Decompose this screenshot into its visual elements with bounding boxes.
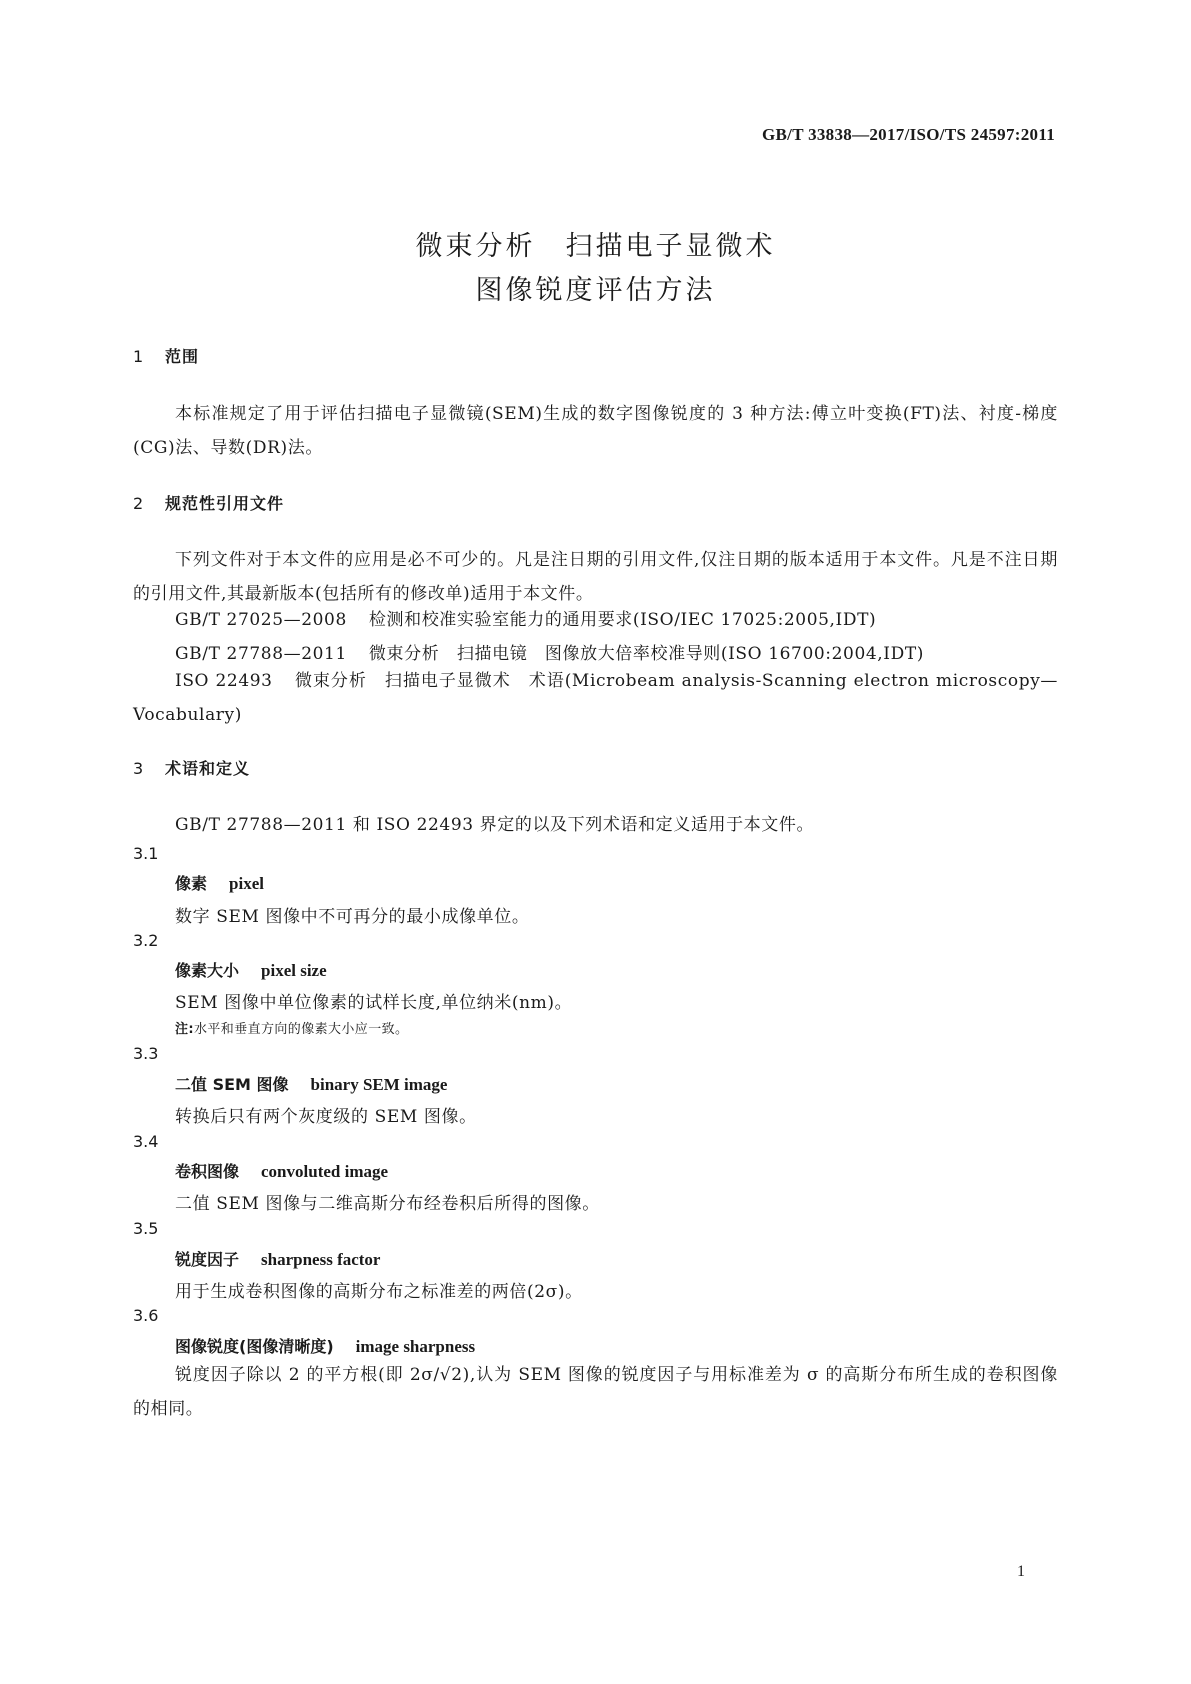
reference-code: GB/T 27025—2008 [175,610,347,630]
term-en: pixel [229,874,264,893]
section-title: 术语和定义 [165,759,251,778]
standard-number-header: GB/T 33838—2017/ISO/TS 24597:2011 [762,125,1055,144]
term-definition: 用于生成卷积图像的高斯分布之标准差的两倍(2σ)。 [175,1282,583,1302]
term-heading [175,1334,475,1357]
section-1-heading [133,344,1058,367]
document-title [0,225,1191,313]
page-number: 1 [1017,1563,1025,1580]
section-title: 规范性引用文件 [165,494,285,513]
reference-code: GB/T 27788—2011 [175,644,347,664]
title-line2: 图像锐度评估方法 [475,275,716,306]
term-heading [175,958,327,981]
term-en: convoluted image [261,1162,389,1181]
term-en: binary SEM image [310,1075,448,1094]
term-number: 3.2 [133,931,159,950]
reference-code: ISO 22493 [175,671,273,691]
term-zh: 锐度因子 [175,1250,240,1269]
section-2-heading [133,491,1058,514]
reference-title: 微束分析 扫描电子显微术 术语(Microbeam analysis-Scanning electron microscopy—Vocabulary) [133,671,1059,725]
normative-references-intro: 下列文件对于本文件的应用是必不可少的。凡是注日期的引用文件,仅注日期的版本适用于本文件。凡是不注日期的引用文件,其最新版本(包括所有的修改单)适用于本文件。 [133,550,1058,604]
section-3-heading [133,756,1058,779]
reference-title: 微束分析 扫描电镜 图像放大倍率校准导则(ISO 16700:2004,IDT) [368,644,925,664]
term-zh: 图像锐度(图像清晰度) [175,1337,334,1356]
term-definition: 数字 SEM 图像中不可再分的最小成像单位。 [175,907,530,927]
section-title: 范围 [165,347,200,366]
terms-intro: GB/T 27788—2011 和 ISO 22493 界定的以及下列术语和定义适用于本文件。 [175,815,815,835]
term-zh: 卷积图像 [175,1162,240,1181]
section-number: 3 [133,759,145,778]
term-zh: 像素大小 [175,961,240,980]
term-definition: SEM 图像中单位像素的试样长度,单位纳米(nm)。 [175,993,573,1013]
term-note [175,1018,408,1037]
term-heading [175,1247,380,1270]
term-number: 3.6 [133,1306,159,1325]
scope-paragraph: 本标准规定了用于评估扫描电子显微镜(SEM)生成的数字图像锐度的 3 种方法:傅立叶变换(FT)法、衬度-梯度(CG)法、导数(DR)法。 [133,404,1058,458]
term-en: sharpness factor [261,1250,381,1269]
reference-title: 检测和校准实验室能力的通用要求(ISO/IEC 17025:2005,IDT) [368,610,877,630]
term-number: 3.4 [133,1132,159,1151]
note-text: 水平和垂直方向的像素大小应一致。 [194,1022,409,1037]
note-label: 注: [175,1022,194,1037]
term-number: 3.3 [133,1044,159,1063]
term-definition: 转换后只有两个灰度级的 SEM 图像。 [175,1107,477,1127]
term-heading [175,871,264,894]
term-heading [175,1072,447,1095]
title-line1-part2: 扫描电子显微术 [565,231,776,262]
term-number: 3.1 [133,844,159,863]
title-line1-part1: 微束分析 [415,231,536,262]
term-definition: 二值 SEM 图像与二维高斯分布经卷积后所得的图像。 [175,1194,600,1214]
reference-item [133,664,1058,732]
section-number: 1 [133,347,145,366]
section-number: 2 [133,494,145,513]
term-en: pixel size [261,961,327,980]
term-zh: 二值 SEM 图像 [175,1075,289,1094]
term-zh: 像素 [175,874,208,893]
term-definition: 锐度因子除以 2 的平方根(即 2σ/√2),认为 SEM 图像的锐度因子与用标准差为 σ 的高斯分布所生成的卷积图像的相同。 [133,1365,1058,1419]
term-heading [175,1159,388,1182]
reference-item [133,603,1100,637]
term-number: 3.5 [133,1219,159,1238]
term-en: image sharpness [355,1337,476,1356]
